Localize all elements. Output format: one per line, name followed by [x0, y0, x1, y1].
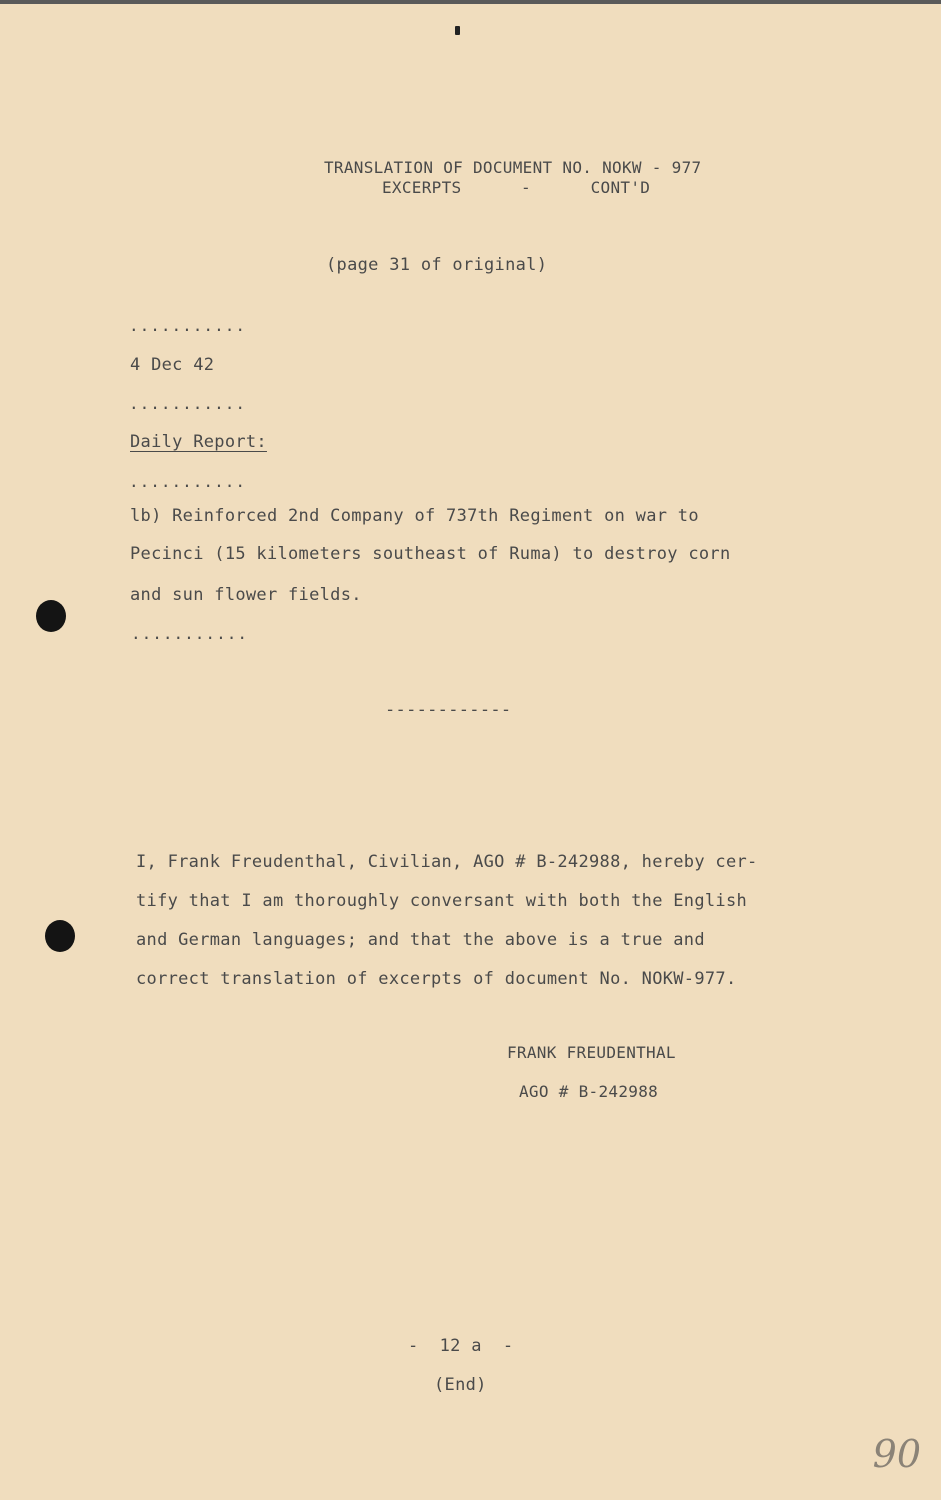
page-reference: (page 31 of original) — [326, 255, 548, 275]
page-number: - 12 a - — [408, 1336, 514, 1356]
top-edge-stripe — [0, 0, 941, 4]
certification-line-4: correct translation of excerpts of document No. NOKW-977. — [136, 969, 737, 989]
daily-report-heading: Daily Report: — [130, 432, 267, 452]
certification-line-3: and German languages; and that the above is a true and — [136, 930, 705, 950]
ink-mark — [455, 26, 460, 35]
document-title-line-2: EXCERPTS - CONT'D — [382, 178, 651, 197]
section-separator: ------------ — [385, 700, 512, 720]
ellipsis-separator-3: ........... — [129, 472, 246, 491]
ellipsis-separator-1: ........... — [129, 316, 246, 335]
ellipsis-separator-4: ........... — [131, 624, 248, 643]
report-entry-line-3: and sun flower fields. — [130, 585, 362, 605]
report-entry-line-2: Pecinci (15 kilometers southeast of Ruma) to destroy corn — [130, 544, 731, 564]
end-marker: (End) — [434, 1375, 487, 1395]
punch-hole-bottom — [45, 920, 75, 952]
certification-line-2: tify that I am thoroughly conversant with both the English — [136, 891, 748, 911]
certification-line-1: I, Frank Freudenthal, Civilian, AGO # B-242988, hereby cer- — [136, 852, 758, 872]
report-entry-line-1: lb) Reinforced 2nd Company of 737th Regiment on war to — [130, 506, 699, 526]
report-date: 4 Dec 42 — [130, 355, 215, 375]
punch-hole-top — [36, 600, 66, 632]
handwritten-page-note: 90 — [872, 1432, 921, 1476]
signature-ago-number: AGO # B-242988 — [519, 1082, 659, 1101]
ellipsis-separator-2: ........... — [129, 394, 246, 413]
signature-name: FRANK FREUDENTHAL — [507, 1043, 676, 1062]
document-title-line-1: TRANSLATION OF DOCUMENT NO. NOKW - 977 — [324, 158, 702, 177]
